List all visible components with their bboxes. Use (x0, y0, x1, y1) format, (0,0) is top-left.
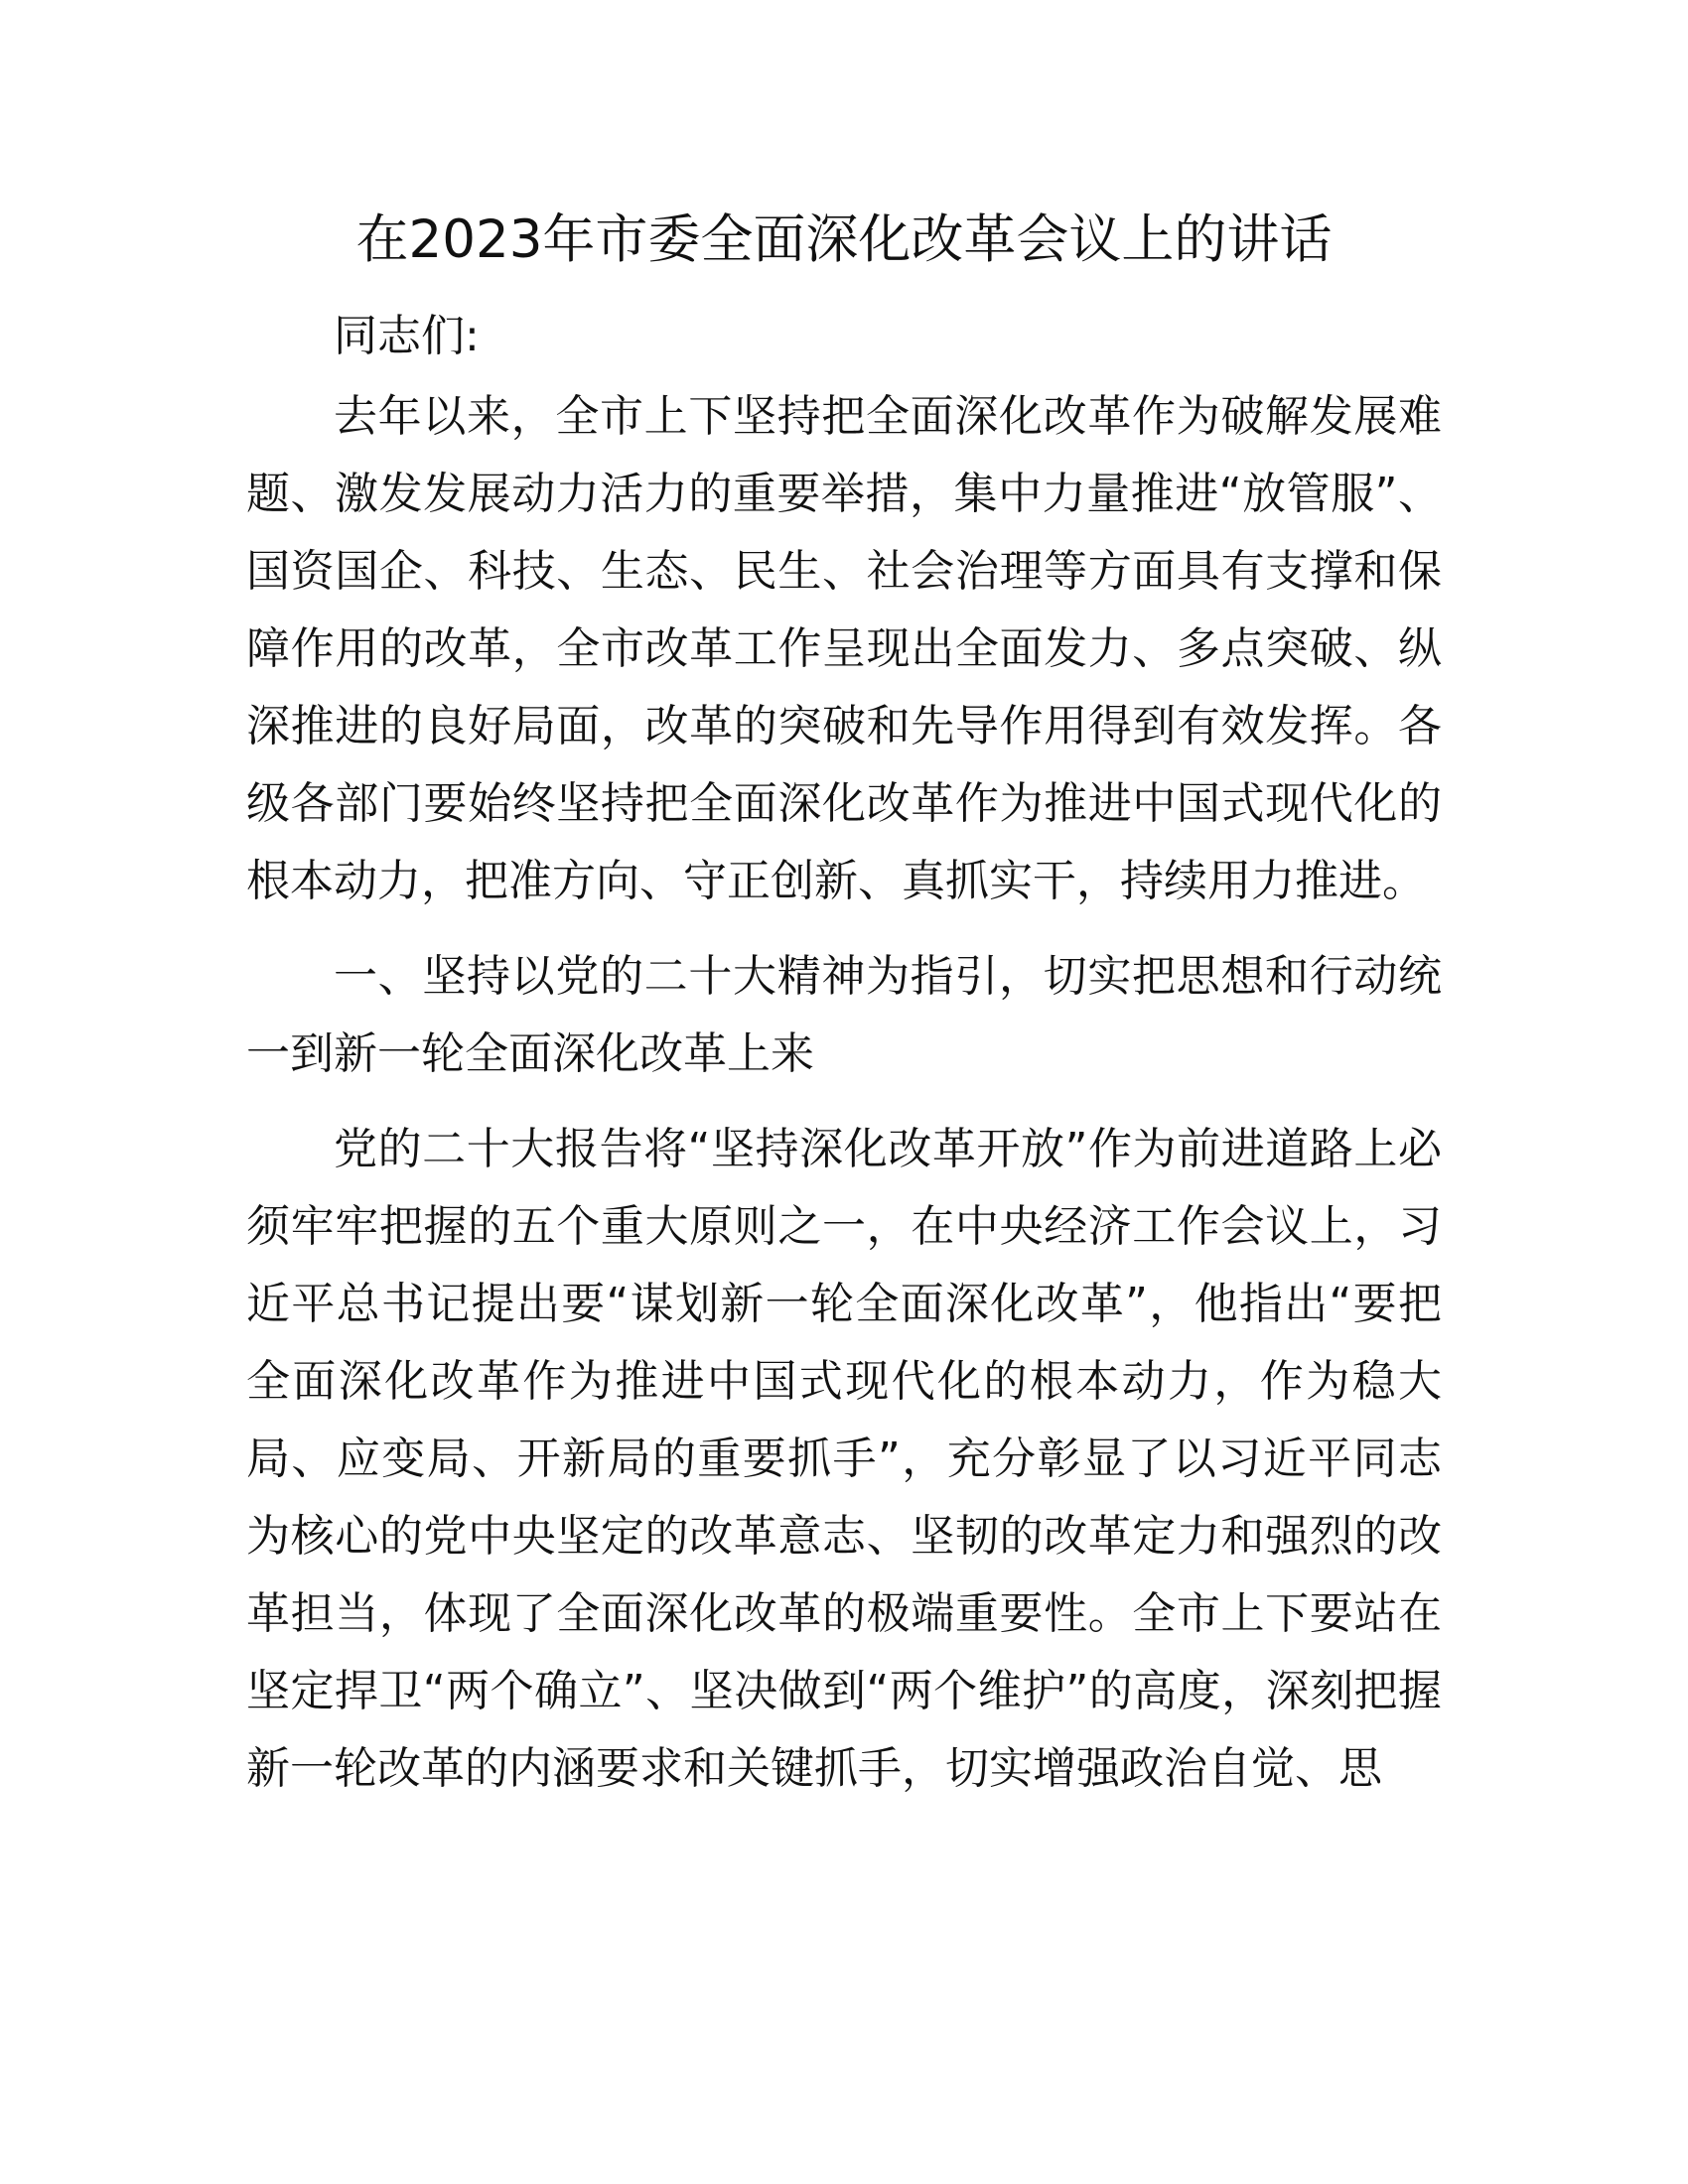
paragraph-intro: 去年以来，全市上下坚持把全面深化改革作为破解发展难题、激发发展动力活力的重要举措，集中力量推进“放管服”、国资国企、科技、生态、民生、社会治理等方面具有支撑和保障作用的改革，全市改革工作呈现出全面发力、多点突破、纵深推进的良好局面，改革的突破和先导作用得到有效发挥。各级各部门要始终坚持把全面深化改革作为推进中国式现代化的根本动力，把准方向、守正创新、真抓实干，持续用力推进。 (246, 391, 1442, 906)
document-title: 在2023年市委全面深化改革会议上的讲话 (355, 209, 1333, 270)
section-heading-1: 一、坚持以党的二十大精神为指引，切实把思想和行动统一到新一轮全面深化改革上来 (246, 951, 1442, 1079)
document-body (246, 298, 1442, 1808)
greeting: 同志们: (334, 311, 480, 361)
paragraph-section-1: 党的二十大报告将“坚持深化改革开放”作为前进道路上必须牢牢把握的五个重大原则之一，在中央经济工作会议上，习近平总书记提出要“谋划新一轮全面深化改革”，他指出“要把全面深化改革作为推进中国式现代化的根本动力，作为稳大局、应变局、开新局的重要抓手”，充分彰显了以习近平同志为核心的党中央坚定的改革意志、坚韧的改革定力和强烈的改革担当，体现了全面深化改革的极端重要性。全市上下要站在坚定捍卫“两个确立”、坚决做到“两个维护”的高度，深刻把握新一轮改革的内涵要求和关键抓手，切实增强政治自觉、思 (246, 1124, 1442, 1794)
